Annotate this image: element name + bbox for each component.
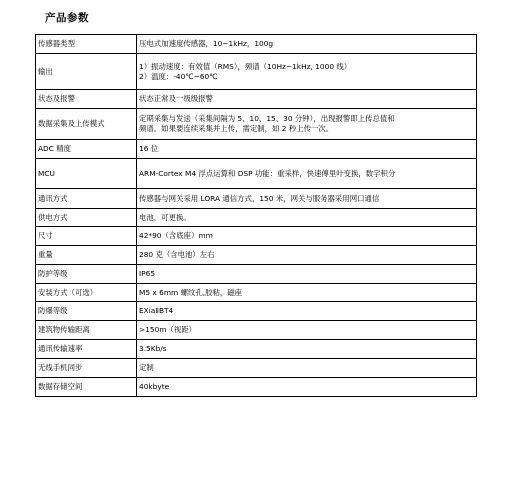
spec-value: IP65 <box>137 265 477 284</box>
spec-value: 定制 <box>137 359 477 378</box>
spec-label: 传感器类型 <box>36 35 137 54</box>
spec-value: 1）振动速度：有效值（RMS），频谱（10Hz~1kHz, 1000 线） 2）温度：-40℃~60℃ <box>137 54 477 90</box>
spec-value: M5 x 6mm 螺纹孔,胶粘，磁座 <box>137 284 477 302</box>
spec-label: 通讯方式 <box>36 189 137 209</box>
spec-label: 供电方式 <box>36 209 137 227</box>
table-row <box>36 109 477 140</box>
table-row <box>36 189 477 209</box>
table-row <box>36 378 477 397</box>
table-row <box>36 246 477 265</box>
spec-label: 防爆等级 <box>36 302 137 321</box>
spec-value: 定期采集与发送（采集间隔为 5、10、15、30 分钟），出现报警即上传总值和 频谱。如果要连续采集并上传，需定制，如 2 秒上传一次。 <box>137 109 477 140</box>
spec-label: 建筑物传输距离 <box>36 321 137 340</box>
spec-label: 数据采集及上传模式 <box>36 109 137 140</box>
table-row <box>36 284 477 302</box>
spec-label: 重量 <box>36 246 137 265</box>
spec-value: 电池，可更换。 <box>137 209 477 227</box>
table-row <box>36 140 477 159</box>
table-row <box>36 159 477 189</box>
page-title: 产品参数 <box>45 12 89 24</box>
spec-label: 数据存储空间 <box>36 378 137 397</box>
spec-label: 状态及报警 <box>36 90 137 109</box>
spec-label: 输出 <box>36 54 137 90</box>
spec-value: EXiaⅡBT4 <box>137 302 477 321</box>
spec-value: ARM-Cortex M4 浮点运算和 DSP 功能：重采样，快速傅里叶变换，数字积分 <box>137 159 477 189</box>
spec-value: 状态正常及一级级报警 <box>137 90 477 109</box>
spec-value: 3.5Kb/s <box>137 340 477 359</box>
spec-value: 16 位 <box>137 140 477 159</box>
spec-value: 280 克（含电池）左右 <box>137 246 477 265</box>
spec-label: 尺寸 <box>36 227 137 246</box>
spec-table <box>35 34 477 397</box>
table-row <box>36 321 477 340</box>
table-row <box>36 227 477 246</box>
spec-label: 通讯传输速率 <box>36 340 137 359</box>
spec-label: 无线手机同步 <box>36 359 137 378</box>
spec-label: 安装方式（可选） <box>36 284 137 302</box>
spec-value: >150m（视距） <box>137 321 477 340</box>
spec-label: ADC 精度 <box>36 140 137 159</box>
spec-value: 压电式加速度传感器，10~1kHz，100g <box>137 35 477 54</box>
table-row <box>36 209 477 227</box>
spec-value: 传感器与网关采用 LORA 通信方式，150 米，网关与服务器采用网口通信 <box>137 189 477 209</box>
spec-value: 40kbyte <box>137 378 477 397</box>
table-row <box>36 340 477 359</box>
spec-label: MCU <box>36 159 137 189</box>
spec-label: 防护等级 <box>36 265 137 284</box>
spec-value: 42*90（含底座）mm <box>137 227 477 246</box>
table-row <box>36 35 477 54</box>
table-row <box>36 359 477 378</box>
table-row <box>36 302 477 321</box>
table-row <box>36 90 477 109</box>
table-row <box>36 265 477 284</box>
table-row <box>36 54 477 90</box>
